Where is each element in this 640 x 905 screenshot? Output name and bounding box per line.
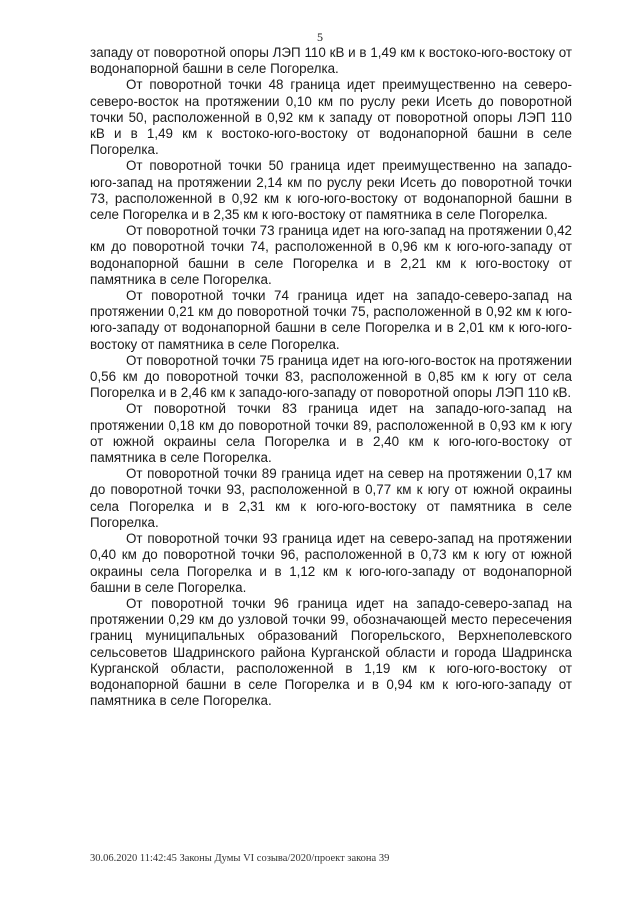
document-body — [90, 45, 572, 709]
document-footer: 30.06.2020 11:42:45 Законы Думы VI созыва/2020/проект закона 39 — [90, 853, 390, 864]
paragraph-point-93: От поворотной точки 93 граница идет на северо-запад на протяжении 0,40 км до поворотной точки 96, расположенной в 0,73 км к югу от южной окраины села Погорелка и в 1,12 км к юго-юго-западу от водонапорной башни в селе Погорелка. — [90, 531, 572, 595]
paragraph-point-74: От поворотной точки 74 граница идет на западо-северо-запад на протяжении 0,21 км до поворотной точки 75, расположенной в 0,92 км к юго-юго-западу от водонапорной башни в селе Погорелка и в 2,01 км к юго-юго-востоку от памятника в селе Погорелка. — [90, 288, 572, 352]
paragraph-point-75: От поворотной точки 75 граница идет на юго-юго-восток на протяжении 0,56 км до поворотной точки 83, расположенной в 0,85 км к югу от села Погорелка и в 2,46 км к западо-юго-западу от поворотной опоры ЛЭП 110 кВ. — [90, 352, 572, 401]
paragraph-point-83: От поворотной точки 83 граница идет на западо-юго-запад на протяжении 0,18 км до поворотной точки 89, расположенной в 0,93 км к югу от южной окраины села Погорелка и в 2,40 км к юго-юго-востоку от памятника в селе Погорелка. — [90, 401, 572, 466]
paragraph-point-48: От поворотной точки 48 граница идет преимущественно на северо-северо-восток на протяжении 0,10 км по руслу реки Исеть до поворотной точки 50, расположенной в 0,92 км к западу от поворотной опоры ЛЭП 110 кВ и в 1,49 км к востоко-юго-востоку от водонапорной башни в селе Погорелка. — [90, 77, 572, 158]
page-number: 5 — [317, 30, 323, 44]
paragraph-point-73: От поворотной точки 73 граница идет на юго-запад на протяжении 0,42 км до поворотной точки 74, расположенной в 0,96 км к юго-юго-западу от водонапорной башни в селе Погорелка и в 2,21 км к юго-востоку от памятника в селе Погорелка. — [90, 223, 572, 287]
paragraph-point-96: От поворотной точки 96 граница идет на западо-северо-запад на протяжении 0,29 км до узловой точки 99, обозначающей место пересечения границ муниципальных образований Погорельского, Верхнеполевского сельсоветов Шадринского района Курганской области и города Шадринска Курганской области, расположенной в 1,19 км к юго-юго-востоку от водонапорной башни в селе Погорелка и в 0,94 км к юго-юго-западу от памятника в селе Погорелка. — [90, 595, 572, 709]
paragraph-continued: западу от поворотной опоры ЛЭП 110 кВ и в 1,49 км к востоко-юго-востоку от водонапорной башни в селе Погорелка. — [90, 45, 572, 77]
paragraph-point-89: От поворотной точки 89 граница идет на север на протяжении 0,17 км до поворотной точки 93, расположенной в 0,77 км к югу от южной окраины села Погорелка и в 2,31 км к юго-юго-востоку от памятника в селе Погорелка. — [90, 466, 572, 530]
paragraph-point-50: От поворотной точки 50 граница идет преимущественно на западо-юго-запад на протяжении 2,14 км по руслу реки Исеть до поворотной точки 73, расположенной в 0,92 км к юго-юго-востоку от водонапорной башни в селе Погорелка и в 2,35 км к юго-востоку от памятника в селе Погорелка. — [90, 158, 572, 223]
